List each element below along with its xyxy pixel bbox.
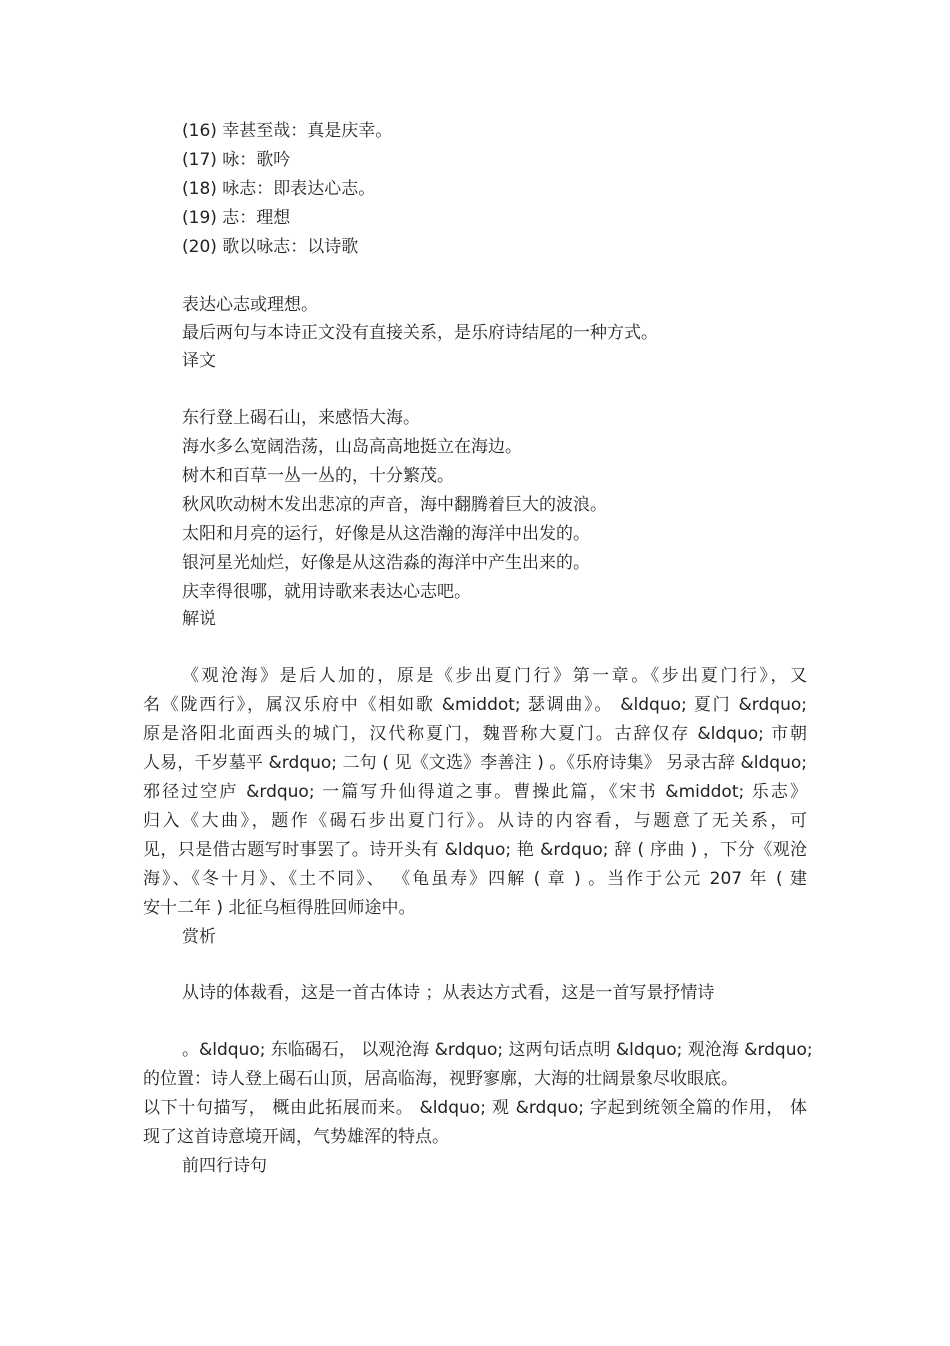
explanation-line: 邪径过空庐 &rdquo; 一篇写升仙得道之事。曹操此篇，《宋书 &middot; 乐志》 <box>143 782 807 802</box>
note-tail-line: 表达心志或理想。 <box>182 295 318 315</box>
explanation-line: 《观沧海》是后人加的，原是《步出夏门行》第一章。《步出夏门行》，又 <box>182 666 807 686</box>
translation-line: 秋风吹动树木发出悲凉的声音，海中翻腾着巨大的波浪。 <box>182 495 607 515</box>
heading-appreciation: 赏析 <box>182 927 216 947</box>
translation-line: 庆幸得很哪，就用诗歌来表达心志吧。 <box>182 582 471 602</box>
appreciation-line: 现了这首诗意境开阔，气势雄浑的特点。 <box>143 1127 449 1147</box>
translation-line: 树木和百草一丛一丛的，十分繁茂。 <box>182 466 454 486</box>
translation-line: 太阳和月亮的运行，好像是从这浩瀚的海洋中出发的。 <box>182 524 590 544</box>
heading-explanation: 解说 <box>182 609 216 629</box>
appreciation-intro: 从诗的体裁看，这是一首古体诗 ；从表达方式看，这是一首写景抒情诗 <box>182 983 715 1003</box>
appreciation-line: 的位置：诗人登上碣石山顶，居高临海，视野寥廓，大海的壮阔景象尽收眼底。 <box>143 1069 738 1089</box>
explanation-line: 原是洛阳北面西头的城门，汉代称夏门，魏晋称大夏门。古辞仅存 &ldquo; 市朝 <box>143 724 807 744</box>
translation-line: 银河星光灿烂，好像是从这浩淼的海洋中产生出来的。 <box>182 553 590 573</box>
translation-line: 东行登上碣石山，来感悟大海。 <box>182 408 420 428</box>
note-18: (18) 咏志：即表达心志。 <box>182 179 376 199</box>
note-17: (17) 咏：歌吟 <box>182 150 291 170</box>
note-19: (19) 志：理想 <box>182 208 291 228</box>
note-tail-line: 最后两句与本诗正文没有直接关系，是乐府诗结尾的一种方式。 <box>182 323 658 343</box>
note-16: (16) 幸甚至哉：真是庆幸。 <box>182 121 393 141</box>
appreciation-line: 以下十句描写， 概由此拓展而来。 &ldquo; 观 &rdquo; 字起到统领全篇的作用， 体 <box>143 1098 807 1118</box>
explanation-line: 见，只是借古题写时事罢了。诗开头有 &ldquo; 艳 &rdquo; 辞 ( 序曲 ) ，下分《观沧 <box>143 840 807 860</box>
explanation-line: 人易，千岁墓平 &rdquo; 二句 ( 见《文选》李善注 ) 。《乐府诗集》 另录古辞 &ldquo; <box>143 753 807 773</box>
translation-line: 海水多么宽阔浩荡，山岛高高地挺立在海边。 <box>182 437 522 457</box>
explanation-line: 名《陇西行》，属汉乐府中《相如歌 &middot; 瑟调曲》。 &ldquo; 夏门 &rdquo; <box>143 695 807 715</box>
heading-translation: 译文 <box>182 351 216 371</box>
explanation-line: 归入《大曲》，题作《碣石步出夏门行》。从诗的内容看，与题意了无关系，可 <box>143 811 807 831</box>
appreciation-line: 。&ldquo; 东临碣石， 以观沧海 &rdquo; 这两句话点明 &ldquo; 观沧海 &rdquo; <box>182 1040 813 1060</box>
explanation-line: 安十二年 ) 北征乌桓得胜回师途中。 <box>143 898 416 918</box>
explanation-line: 海》、《冬十月》、《土不同》、 《龟虽寿》四解 ( 章 ) 。当作于公元 207 年 ( 建 <box>143 869 807 889</box>
last-line: 前四行诗句 <box>182 1156 267 1176</box>
note-20: (20) 歌以咏志：以诗歌 <box>182 237 359 257</box>
